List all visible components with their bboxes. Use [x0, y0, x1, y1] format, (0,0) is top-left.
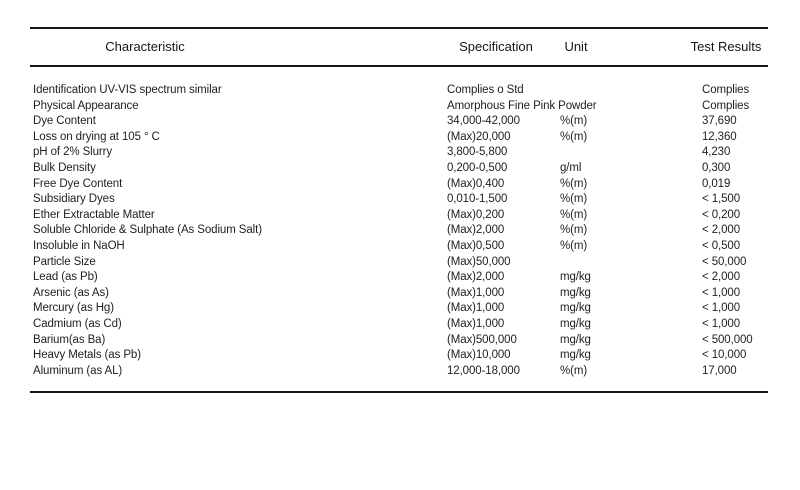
cell-specification: 34,000-42,000	[447, 115, 520, 128]
table-row	[0, 131, 800, 147]
table-row	[0, 271, 800, 287]
cell-unit: mg/kg	[560, 302, 591, 315]
cell-unit: %(m)	[560, 177, 588, 190]
cell-unit: g/ml	[560, 161, 582, 174]
cell-specification: (Max)20,000	[447, 130, 511, 143]
cell-test-result: 0,019	[702, 177, 731, 190]
table-row	[0, 146, 800, 162]
cell-characteristic: Arsenic (as As)	[33, 286, 109, 299]
table-row	[0, 256, 800, 272]
header-specification: Specification	[459, 39, 533, 54]
header-unit: Unit	[564, 39, 588, 54]
cell-specification: (Max)1,000	[447, 286, 505, 299]
cell-test-result: 4,230	[702, 146, 731, 159]
header-rule	[30, 65, 768, 67]
table-row	[0, 224, 800, 240]
cell-test-result: 0,300	[702, 161, 731, 174]
cell-characteristic: Subsidiary Dyes	[33, 193, 115, 206]
cell-characteristic: Soluble Chloride & Sulphate (As Sodium Salt)	[33, 224, 262, 237]
cell-specification: (Max)0,200	[447, 208, 505, 221]
bottom-rule	[30, 391, 768, 393]
table-row	[0, 209, 800, 225]
top-rule	[30, 27, 768, 29]
table-row	[0, 287, 800, 303]
cell-specification: (Max)2,000	[447, 224, 505, 237]
cell-unit: %(m)	[560, 115, 588, 128]
table-row	[0, 115, 800, 131]
cell-unit: mg/kg	[560, 333, 591, 346]
table-row	[0, 162, 800, 178]
cell-test-result: < 500,000	[702, 333, 753, 346]
cell-test-result: < 10,000	[702, 349, 747, 362]
table-body	[0, 84, 800, 380]
header-characteristic: Characteristic	[105, 39, 185, 54]
table-row	[0, 193, 800, 209]
table-row	[0, 349, 800, 365]
cell-specification: (Max)500,000	[447, 333, 517, 346]
cell-test-result: < 0,500	[702, 239, 740, 252]
cell-unit: %(m)	[560, 224, 588, 237]
cell-test-result: < 0,200	[702, 208, 740, 221]
cell-specification: 0,200-0,500	[447, 161, 508, 174]
cell-characteristic: pH of 2% Slurry	[33, 146, 113, 159]
cell-specification: (Max)10,000	[447, 349, 511, 362]
cell-unit: mg/kg	[560, 349, 591, 362]
cell-test-result: < 1,000	[702, 302, 740, 315]
cell-specification: (Max)0,500	[447, 239, 505, 252]
cell-test-result: < 1,500	[702, 193, 740, 206]
cell-test-result: < 1,000	[702, 317, 740, 330]
cell-characteristic: Barium(as Ba)	[33, 333, 106, 346]
cell-specification: 3,800-5,800	[447, 146, 508, 159]
table-row	[0, 240, 800, 256]
cell-unit: %(m)	[560, 130, 588, 143]
cell-specification: (Max)1,000	[447, 302, 505, 315]
table-row	[0, 334, 800, 350]
table-row	[0, 365, 800, 381]
table-row	[0, 100, 800, 116]
table-row	[0, 302, 800, 318]
cell-test-result: < 1,000	[702, 286, 740, 299]
cell-characteristic: Dye Content	[33, 115, 96, 128]
cell-specification: (Max)1,000	[447, 317, 505, 330]
cell-characteristic: Bulk Density	[33, 161, 96, 174]
table-row	[0, 84, 800, 100]
cell-test-result: < 2,000	[702, 271, 740, 284]
cell-specification: (Max)2,000	[447, 271, 505, 284]
cell-specification: 12,000-18,000	[447, 364, 520, 377]
cell-test-result: 37,690	[702, 115, 737, 128]
cell-unit: mg/kg	[560, 271, 591, 284]
cell-test-result: Complies	[702, 99, 750, 112]
cell-characteristic: Loss on drying at 105 ° C	[33, 130, 160, 143]
cell-test-result: 12,360	[702, 130, 737, 143]
cell-unit: %(m)	[560, 239, 588, 252]
cell-test-result: < 50,000	[702, 255, 747, 268]
cell-specification: Complies o Std	[447, 84, 524, 96]
cell-characteristic: Insoluble in NaOH	[33, 239, 125, 252]
cell-test-result: < 2,000	[702, 224, 740, 237]
table-row	[0, 178, 800, 194]
cell-specification: (Max)50,000	[447, 255, 511, 268]
cell-characteristic: Cadmium (as Cd)	[33, 317, 122, 330]
cell-test-result: Complies	[702, 84, 750, 96]
cell-characteristic: Identification UV-VIS spectrum similar	[33, 84, 222, 96]
cell-unit: mg/kg	[560, 286, 591, 299]
cell-characteristic: Particle Size	[33, 255, 96, 268]
cell-characteristic: Aluminum (as AL)	[33, 364, 123, 377]
cell-specification: Amorphous Fine Pink Powder	[447, 99, 597, 112]
cell-characteristic: Heavy Metals (as Pb)	[33, 349, 141, 362]
cell-test-result: 17,000	[702, 364, 737, 377]
cell-unit: mg/kg	[560, 317, 591, 330]
header-test-results: Test Results	[690, 39, 762, 54]
cell-characteristic: Mercury (as Hg)	[33, 302, 114, 315]
cell-unit: %(m)	[560, 208, 588, 221]
cell-characteristic: Free Dye Content	[33, 177, 123, 190]
cell-unit: %(m)	[560, 193, 588, 206]
table-row	[0, 318, 800, 334]
cell-unit: %(m)	[560, 364, 588, 377]
cell-characteristic: Ether Extractable Matter	[33, 208, 155, 221]
cell-characteristic: Lead (as Pb)	[33, 271, 98, 284]
cell-specification: 0,010-1,500	[447, 193, 508, 206]
cell-characteristic: Physical Appearance	[33, 99, 139, 112]
cell-specification: (Max)0,400	[447, 177, 505, 190]
